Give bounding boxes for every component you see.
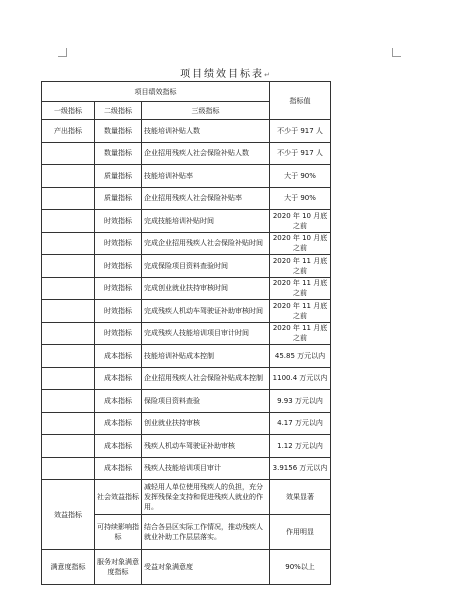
level1-cell <box>42 142 95 165</box>
level3-cell: 创业就业扶持审核 <box>142 412 270 435</box>
crop-mark-top-left <box>58 48 67 57</box>
level1-cell: 产出指标 <box>42 120 95 143</box>
level2-cell: 时效指标 <box>95 277 142 300</box>
effect-value-0: 效果显著 <box>270 480 331 515</box>
value-cell: 大于 90% <box>270 187 331 210</box>
satisfaction-level2: 服务对象满意度指标 <box>95 550 142 585</box>
level3-cell: 完成企业招用残疾人社会保险补贴时间 <box>142 232 270 255</box>
level3-cell: 残疾人技能培训项目审计 <box>142 457 270 480</box>
level2-cell: 数量指标 <box>95 142 142 165</box>
level1-cell <box>42 300 95 323</box>
level2-cell: 时效指标 <box>95 322 142 345</box>
level1-cell <box>42 232 95 255</box>
value-cell: 不少于 917 人 <box>270 120 331 143</box>
effect-level3-1: 结合各县区实际工作情况，推动残疾人就业补助工作层层落实。 <box>142 515 270 550</box>
level1-cell <box>42 255 95 278</box>
table-row <box>42 300 331 323</box>
value-cell: 2020 年 11 月底之前 <box>270 322 331 345</box>
performance-table <box>41 81 331 585</box>
level2-cell: 成本指标 <box>95 457 142 480</box>
level2-cell: 成本指标 <box>95 435 142 458</box>
level3-cell: 企业招用残疾人社会保险补贴率 <box>142 187 270 210</box>
table-row <box>42 412 331 435</box>
level2-cell: 时效指标 <box>95 255 142 278</box>
level1-cell <box>42 345 95 368</box>
table-row <box>42 120 331 143</box>
header-level2: 二级指标 <box>95 102 142 120</box>
table-row <box>42 142 331 165</box>
table-row <box>42 232 331 255</box>
level1-cell <box>42 412 95 435</box>
effect-level2-1: 可持续影响指标 <box>95 515 142 550</box>
level3-cell: 企业招用残疾人社会保险补贴成本控制 <box>142 367 270 390</box>
level2-cell: 时效指标 <box>95 300 142 323</box>
satisfaction-value: 90%以上 <box>270 550 331 585</box>
header-group: 项目绩效指标 <box>42 82 270 102</box>
effect-level1: 效益指标 <box>42 480 95 550</box>
table-row <box>42 390 331 413</box>
value-cell: 大于 90% <box>270 165 331 188</box>
effect-value-1: 作用明显 <box>270 515 331 550</box>
level3-cell: 完成保险项目资料查验时间 <box>142 255 270 278</box>
value-cell: 2020 年 10 月底之前 <box>270 210 331 233</box>
level3-cell: 完成技能培训补贴时间 <box>142 210 270 233</box>
table-row <box>42 457 331 480</box>
header-level1: 一级指标 <box>42 102 95 120</box>
value-cell: 45.85 万元以内 <box>270 345 331 368</box>
level1-cell <box>42 210 95 233</box>
effect-level2-0: 社会效益指标 <box>95 480 142 515</box>
value-cell: 2020 年 11 月底之前 <box>270 300 331 323</box>
effect-level3-0: 减轻用人单位使用残疾人的负担，充分发挥残保金支持和促进残疾人就业的作用。 <box>142 480 270 515</box>
value-cell: 4.17 万元以内 <box>270 412 331 435</box>
table-row <box>42 322 331 345</box>
level2-cell: 质量指标 <box>95 187 142 210</box>
level1-cell <box>42 457 95 480</box>
header-value: 指标值 <box>270 82 331 120</box>
value-cell: 3.9156 万元以内 <box>270 457 331 480</box>
value-cell: 2020 年 11 月底之前 <box>270 277 331 300</box>
value-cell: 1.12 万元以内 <box>270 435 331 458</box>
level3-cell: 技能培训补贴人数 <box>142 120 270 143</box>
header-level3: 三级指标 <box>142 102 270 120</box>
table-body <box>42 120 331 480</box>
level3-cell: 完成创业就业扶持审核时间 <box>142 277 270 300</box>
table-row <box>42 367 331 390</box>
satisfaction-level3: 受益对象满意度 <box>142 550 270 585</box>
level1-cell <box>42 435 95 458</box>
level1-cell <box>42 165 95 188</box>
level3-cell: 残疾人机动车驾驶证补助审核 <box>142 435 270 458</box>
table-row <box>42 345 331 368</box>
level2-cell: 成本指标 <box>95 367 142 390</box>
table-row <box>42 210 331 233</box>
document-title <box>0 65 450 80</box>
table-row <box>42 435 331 458</box>
satisfaction-level1: 满意度指标 <box>42 550 95 585</box>
return-mark-icon: ↵ <box>264 71 270 79</box>
value-cell: 9.93 万元以内 <box>270 390 331 413</box>
title-text: 项目绩效目标表 <box>180 69 265 80</box>
level2-cell: 时效指标 <box>95 210 142 233</box>
level3-cell: 技能培训补贴率 <box>142 165 270 188</box>
level1-cell <box>42 277 95 300</box>
table-row <box>42 277 331 300</box>
level2-cell: 成本指标 <box>95 345 142 368</box>
value-cell: 不少于 917 人 <box>270 142 331 165</box>
table-row <box>42 165 331 188</box>
value-cell: 1100.4 万元以内 <box>270 367 331 390</box>
table-row <box>42 255 331 278</box>
level2-cell: 时效指标 <box>95 232 142 255</box>
level2-cell: 成本指标 <box>95 390 142 413</box>
level2-cell: 质量指标 <box>95 165 142 188</box>
level1-cell <box>42 187 95 210</box>
level3-cell: 完成残疾人技能培训项目审计时间 <box>142 322 270 345</box>
level3-cell: 完成残疾人机动车驾驶证补助审核时间 <box>142 300 270 323</box>
level3-cell: 保险项目资料查验 <box>142 390 270 413</box>
table-row <box>42 187 331 210</box>
level1-cell <box>42 367 95 390</box>
value-cell: 2020 年 10 月底之前 <box>270 232 331 255</box>
level1-cell <box>42 322 95 345</box>
level3-cell: 技能培训补贴成本控制 <box>142 345 270 368</box>
level1-cell <box>42 390 95 413</box>
level2-cell: 数量指标 <box>95 120 142 143</box>
level2-cell: 成本指标 <box>95 412 142 435</box>
level3-cell: 企业招用残疾人社会保险补贴人数 <box>142 142 270 165</box>
crop-mark-top-right <box>392 48 401 57</box>
value-cell: 2020 年 11 月底之前 <box>270 255 331 278</box>
